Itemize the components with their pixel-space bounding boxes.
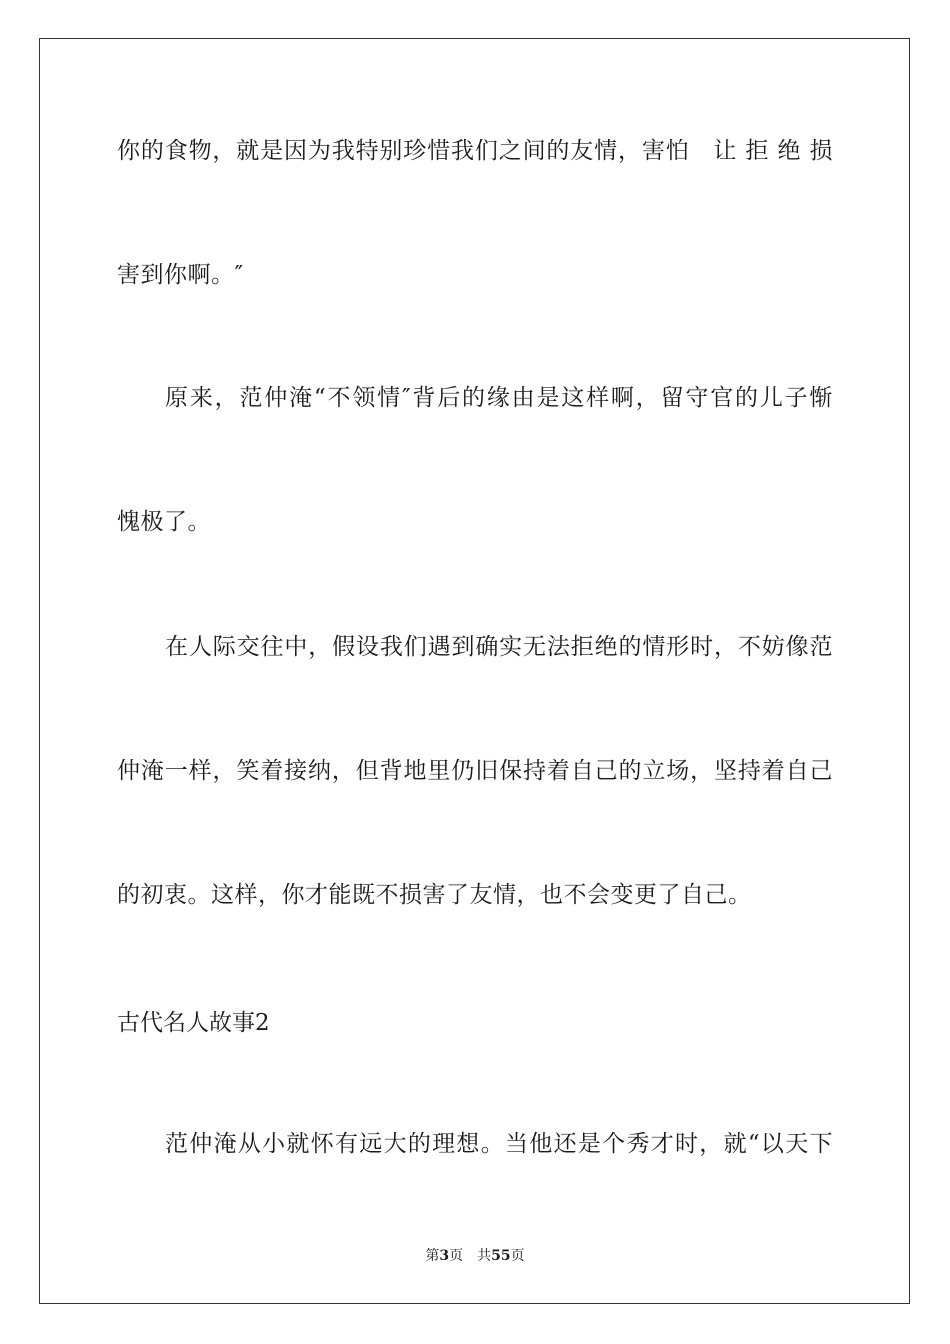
- page-frame: [39, 38, 910, 1304]
- paragraph-line-3: 原来，范仲淹“不领情″背后的缘由是这样啊，留守官的儿子惭: [165, 385, 833, 411]
- page-footer: [0, 1247, 950, 1265]
- paragraph-line-1: 你的食物，就是因为我特别珍惜我们之间的友情，害怕 让 拒 绝 损: [117, 138, 833, 164]
- footer-page-suffix: 页: [449, 1248, 464, 1264]
- paragraph-line-4: 愧极了。: [117, 509, 211, 535]
- paragraph-line-6: 仲淹一样，笑着接纳，但背地里仍旧保持着自己的立场，坚持着自己: [117, 758, 833, 784]
- footer-total-pages: 55: [491, 1248, 511, 1264]
- paragraph-line-5: 在人际交往中，假设我们遇到确实无法拒绝的情形时，不妨像范: [165, 634, 833, 660]
- paragraph-line-2: 害到你啊。″: [117, 262, 244, 288]
- paragraph-line-7: 的初衷。这样，你才能既不损害了友情，也不会变更了自己。: [117, 882, 752, 908]
- paragraph-line-8: 范仲淹从小就怀有远大的理想。当他还是个秀才时，就“以天下: [165, 1131, 833, 1157]
- footer-page-prefix: 第: [425, 1248, 440, 1264]
- footer-total-prefix: 共: [477, 1248, 492, 1264]
- footer-page-number: 3: [439, 1248, 450, 1264]
- footer-total-suffix: 页: [510, 1248, 525, 1264]
- section-heading: 古代名人故事2: [117, 1010, 270, 1036]
